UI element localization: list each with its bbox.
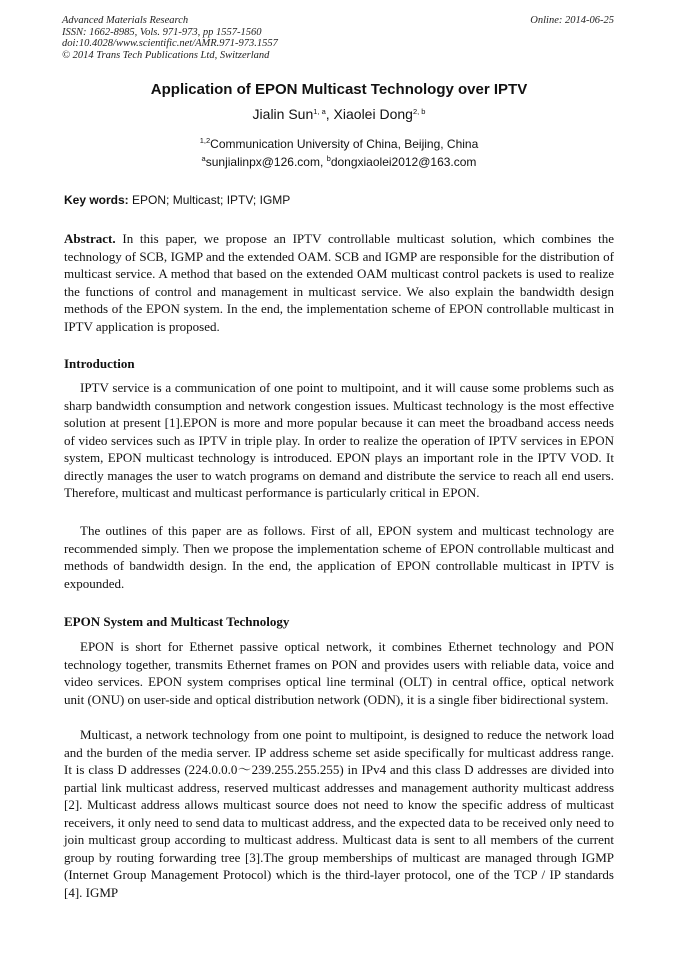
email-a: sunjialinpx@126.com, xyxy=(205,155,327,169)
author-2-sup: 2, b xyxy=(412,107,426,116)
abstract-paragraph xyxy=(64,230,614,335)
author-1-sup: 1, a xyxy=(313,107,326,116)
author-line xyxy=(0,106,678,122)
abstract-label: Abstract. xyxy=(64,231,116,246)
epon-paragraph-2: Multicast, a network technology from one point to multipoint, is designed to reduce the network load and the burden of the media server. IP address scheme set aside specifically for multicast address range. It is class D addresses (224.0.0.0～239.255.255.255) in IPv4 and this class D addresses are divided into partial link multicast address, reserved multicast addresses and management authority multicast address [2]. Multicast address allows multicast source does not need to know the specific address of multicast receivers, it only need to send data to multicast address, and the expected data to be received only need to join multicast group according to multicast address. Multicast data is sent to all members of the current group by routing forwarding tree [3].The group memberships of multicast are managed through IGMP (Internet Group Management Protocol) which is the third-layer protocol, one of the TCP / IP standards [4]. IGMP xyxy=(64,727,614,900)
issn-line: ISSN: 1662-8985, Vols. 971-973, pp 1557-1560 xyxy=(62,26,262,38)
journal-header xyxy=(62,15,278,61)
email-b-sup: b xyxy=(326,154,331,163)
author-emails xyxy=(0,155,678,169)
affiliation xyxy=(0,137,678,151)
introduction-paragraph-1: IPTV service is a communication of one point to multipoint, and it will cause some problems such as sharp bandwidth consumption and network congestion issues. Multicast technology is the most effective solution at present [1].EPON is more and more popular because it can meet the broadband access needs of video services such as IPTV in triple play. In order to realize the operation of IPTV services in EPON system, EPON multicast technology is introduced. EPON plays an important role in the IPTV VOD. It directly manages the user to watch programs on demand and distribute the service to reach all end users. Therefore, multicast and multicast performance is particularly critical in EPON. xyxy=(64,380,614,500)
author-1: Jialin Sun xyxy=(252,106,314,122)
paper-title: Application of EPON Multicast Technology over IPTV xyxy=(150,81,528,98)
author-2: Xiaolei Dong xyxy=(333,106,413,122)
doi-line: doi:10.4028/www.scientific.net/AMR.971-973.1557 xyxy=(62,38,278,49)
online-date: Online: 2014-06-25 xyxy=(530,15,614,26)
email-a-sup: a xyxy=(201,154,206,163)
epon-paragraph-1: EPON is short for Ethernet passive optical network, it combines Ethernet technology and PON technology together, transmits Ethernet frames on PON and provides users with reliable data, voice and video services. EPON system comprises optical line terminal (OLT) in central office, optical network unit (ONU) on user-side and optical distribution network (ODN), it is a single fiber bidirectional system. xyxy=(64,639,614,707)
introduction-paragraph-2: The outlines of this paper are as follows. First of all, EPON system and multicast technology are recommended simply. Then we propose the implementation scheme of EPON controllable multicast and methods of bandwidth design. In the end, the application of EPON controllable multicast in IPTV is expounded. xyxy=(64,523,614,591)
keywords xyxy=(64,193,290,207)
author-separator: , xyxy=(325,106,334,122)
copyright-line: © 2014 Trans Tech Publications Ltd, Switzerland xyxy=(62,49,270,61)
affiliation-sup: 1,2 xyxy=(199,136,211,145)
email-b: dongxiaolei2012@163.com xyxy=(330,155,477,169)
journal-name: Advanced Materials Research xyxy=(62,15,189,26)
keywords-label: Key words: xyxy=(64,193,129,207)
epon-section-heading: EPON System and Multicast Technology xyxy=(64,614,290,629)
affiliation-text: Communication University of China, Beijing, China xyxy=(210,137,479,151)
introduction-heading: Introduction xyxy=(64,356,135,371)
abstract-text: In this paper, we propose an IPTV controllable multicast solution, which combines the technology of SCB, IGMP and the extended OAM. SCB and IGMP are responsible for the distribution of multicast service. A method that based on the extended OAM multicast control packets is used to realize the functions of control and management in multicast service. We also explain the bandwidth design methods of the EPON system. In the end, the implementation scheme of EPON controllable multicast in IPTV application is proposed. xyxy=(64,231,614,334)
keywords-text: EPON; Multicast; IPTV; IGMP xyxy=(128,193,291,207)
